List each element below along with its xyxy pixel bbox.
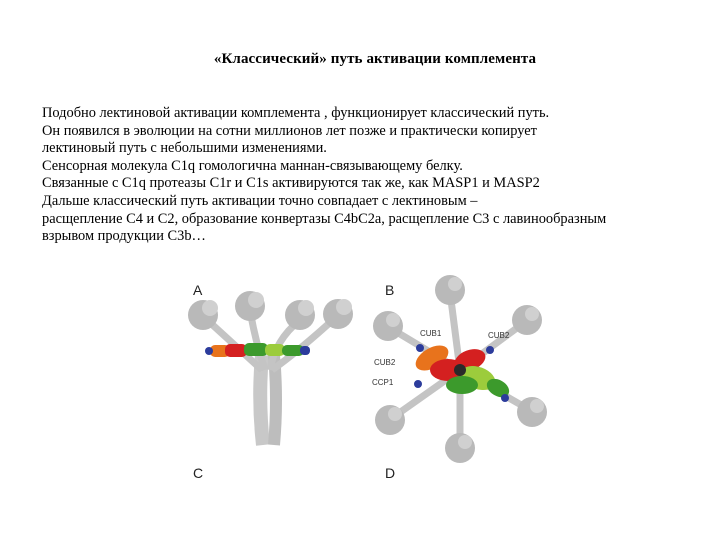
core-blue: [501, 394, 509, 402]
globular-head: [448, 277, 462, 291]
text-line: Он появился в эволюции на сотни миллионов лет позже и практически копирует: [42, 122, 537, 139]
text-line: Подобно лектиновой активации комплемента , функционирует классический путь.: [42, 105, 550, 121]
text-line: лектиновый путь с небольшими изменениями.: [42, 140, 327, 157]
slide-title: «Классический» путь активации комплемента: [213, 51, 537, 67]
figure-svg: [0, 270, 720, 480]
text-line: Сенсорная молекула С1q гомологична маннан-связывающему белку.: [42, 157, 463, 174]
panel-d-letter: D: [385, 465, 396, 480]
globular-head: [202, 300, 218, 316]
globular-head: [530, 399, 544, 413]
text-line: Дальше классический путь активации точно совпадает с лектиновым –: [42, 192, 478, 209]
globular-head: [248, 292, 264, 308]
band-blue: [300, 346, 310, 355]
band-blue: [205, 347, 213, 355]
globular-head: [386, 313, 400, 327]
band-red: [225, 344, 247, 357]
panel-c-letter: C: [193, 465, 204, 480]
core-blue: [486, 346, 494, 354]
core-center: [454, 364, 466, 376]
core-blue: [416, 344, 424, 352]
core-blue: [414, 380, 422, 388]
panel-a-side-view: [188, 291, 353, 445]
core-green: [446, 376, 478, 394]
globular-head: [336, 299, 352, 315]
panel-b-top-view: [372, 275, 547, 463]
protein-structure-figure: [0, 270, 720, 480]
label-cub1: CUB1: [420, 329, 442, 338]
globular-head: [388, 407, 402, 421]
label-cub2-left: CUB2: [374, 358, 396, 367]
band-green: [244, 343, 268, 356]
body-text: [42, 105, 712, 246]
globular-head: [458, 435, 472, 449]
panel-b-letter: B: [385, 282, 395, 298]
text-line: взрывом продукции С3b…: [42, 228, 206, 245]
label-ccp1: CCP1: [372, 378, 394, 387]
panel-a-letter: A: [193, 282, 203, 298]
text-line: Связанные с С1q протеазы С1r и C1s активируются так же, как MASP1 и MASP2: [42, 175, 540, 192]
globular-head: [298, 300, 314, 316]
text-line: расщепление С4 и С2, образование конвертазы С4bС2а, расщепление С3 с лавинообразным: [42, 210, 607, 227]
globular-head: [525, 307, 539, 321]
label-cub2-right: CUB2: [488, 331, 510, 340]
